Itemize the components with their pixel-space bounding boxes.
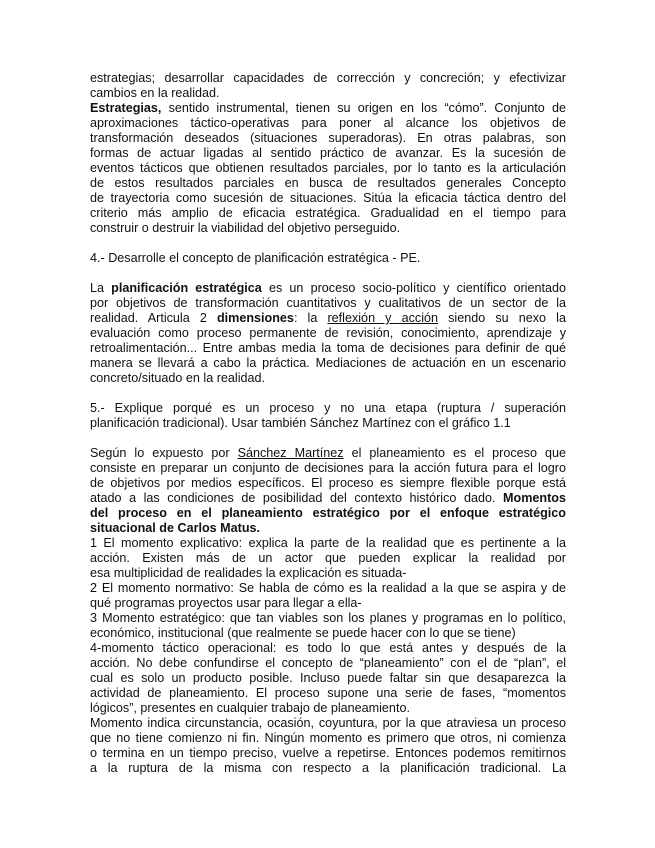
paragraph-line: de objetivos por medios específicos. El proceso es siempre flexible porque está bbox=[90, 476, 566, 490]
paragraph-line: esa multiplicidad de realidades la explicación es situada- bbox=[90, 566, 407, 580]
paragraph-line bbox=[90, 311, 566, 326]
paragraph-line: estrategias; desarrollar capacidades de corrección y concreción; y efectivizar bbox=[90, 71, 566, 85]
line-text: siendo su nexo la bbox=[438, 311, 566, 325]
paragraph-line: lógicos”, presentes en cualquier trabajo de planeamiento. bbox=[90, 701, 410, 715]
paragraph-line: cual es solo un producto posible. Incluso puede faltar sin que desaparezca la bbox=[90, 671, 566, 685]
bold-term: Momentos bbox=[503, 491, 566, 505]
question-heading: planificación tradicional). Usar también Sánchez Martínez con el gráfico 1.1 bbox=[90, 416, 511, 430]
line-text: atado a las condiciones de posibilidad del contexto histórico dado. bbox=[90, 491, 504, 505]
paragraph-line: 2 El momento normativo: Se habla de cómo es la realidad a la que se aspira y de bbox=[90, 581, 566, 595]
line-text: es un proceso socio-político y científico orientado bbox=[261, 281, 566, 295]
line-text: Según lo expuesto por bbox=[90, 446, 238, 460]
bold-term: dimensiones bbox=[216, 311, 294, 325]
paragraph-line: construir o destruir la viabilidad del objetivo perseguido. bbox=[90, 221, 401, 235]
paragraph-line: criterio más amplio de eficacia estratégica. Gradualidad en el tiempo para bbox=[90, 206, 566, 220]
line-text: realidad. Articula 2 bbox=[90, 311, 217, 325]
paragraph-line: 1 El momento explicativo: explica la parte de la realidad que es pertinente a la bbox=[90, 536, 566, 550]
paragraph-line bbox=[90, 101, 566, 116]
paragraph-line: por objetivos de transformación cuantitativos y cualitativos de un sector de la bbox=[90, 296, 566, 310]
paragraph-line bbox=[90, 446, 566, 461]
paragraph-line: de estos resultados parciales en busca de resultados generales Concepto bbox=[90, 176, 566, 190]
paragraph-line: de trayectoria como sucesión de situaciones. Sitúa la eficacia táctica dentro del bbox=[90, 191, 566, 205]
underlined-term: reflexión y acción bbox=[327, 311, 438, 325]
bold-term: del proceso en el planeamiento estratégico por el enfoque estratégico bbox=[90, 506, 566, 520]
paragraph-line: 3 Momento estratégico: que tan viables son los planes y programas en lo político, bbox=[90, 611, 566, 625]
paragraph-line: acción. Existen más de un actor que pueden explicar la realidad por bbox=[90, 551, 566, 565]
line-text: La bbox=[90, 281, 112, 295]
question-heading: 5.- Explique porqué es un proceso y no una etapa (ruptura / superación bbox=[90, 401, 566, 415]
bold-term: Estrategias, bbox=[90, 101, 162, 115]
bold-term: situacional de Carlos Matus. bbox=[90, 521, 261, 535]
bold-term: planificación estratégica bbox=[111, 281, 262, 295]
paragraph-line: acción. No debe confundirse el concepto de “planeamiento” con el de “plan”, el bbox=[90, 656, 566, 670]
paragraph-line: 4-momento táctico operacional: es todo lo que está antes y después de la bbox=[90, 641, 566, 655]
paragraph-line bbox=[90, 506, 566, 521]
paragraph-line: actividad de planeamiento. El proceso supone una serie de fases, “momentos bbox=[90, 686, 566, 700]
paragraph-line: evaluación como proceso permanente de revisión, conocimiento, aprendizaje y bbox=[90, 326, 566, 340]
paragraph-line: concreto/situado en la realidad. bbox=[90, 371, 266, 385]
line-text: sentido instrumental, tienen su origen en los “cómo”. Conjunto de bbox=[161, 101, 566, 115]
paragraph-line: Momento indica circunstancia, ocasión, coyuntura, por la que atraviesa un proceso bbox=[90, 716, 566, 730]
paragraph-line: cambios en la realidad. bbox=[90, 86, 220, 100]
paragraph-line: consiste en preparar un conjunto de decisiones para la acción futura para el logro bbox=[90, 461, 566, 475]
paragraph-line: retroalimentación... Entre ambas media la toma de decisiones para definir de qué bbox=[90, 341, 566, 355]
paragraph-line: aproximaciones táctico-operativas para poner al alcance los objetivos de bbox=[90, 116, 566, 130]
underlined-term: Sánchez Martínez bbox=[237, 446, 344, 460]
paragraph-line: qué programas proyectos usar para llegar a ella- bbox=[90, 596, 362, 610]
paragraph-line: eventos tácticos que obtienen resultados parciales, por lo tanto es la articulación bbox=[90, 161, 566, 175]
paragraph-line: o termina en un tiempo preciso, vuelve a repetirse. Entonces podemos remitirnos bbox=[90, 746, 566, 760]
paragraph-line bbox=[90, 491, 566, 506]
paragraph-line bbox=[90, 521, 566, 536]
paragraph-line: económico, institucional (que realmente se puede hacer con lo que se tiene) bbox=[90, 626, 516, 640]
paragraph-line: manera se llevará a cabo la práctica. Mediaciones de actuación en un escenario bbox=[90, 356, 566, 370]
paragraph-line: formas de actuar ligadas al sentido práctico de avanzar. Es la sucesión de bbox=[90, 146, 566, 160]
line-text: el planeamiento es el proceso que bbox=[343, 446, 566, 460]
paragraph-line: transformación deseados (situaciones superadoras). En otras palabras, son bbox=[90, 131, 566, 145]
paragraph-line: a la ruptura de la misma con respecto a la planificación tradicional. La bbox=[90, 761, 566, 775]
line-text: : la bbox=[293, 311, 328, 325]
question-heading: 4.- Desarrolle el concepto de planificación estratégica - PE. bbox=[90, 251, 421, 265]
paragraph-line bbox=[90, 281, 566, 296]
paragraph-line: que no tiene comienzo ni fin. Ningún momento es primero que otros, ni comienza bbox=[90, 731, 566, 745]
